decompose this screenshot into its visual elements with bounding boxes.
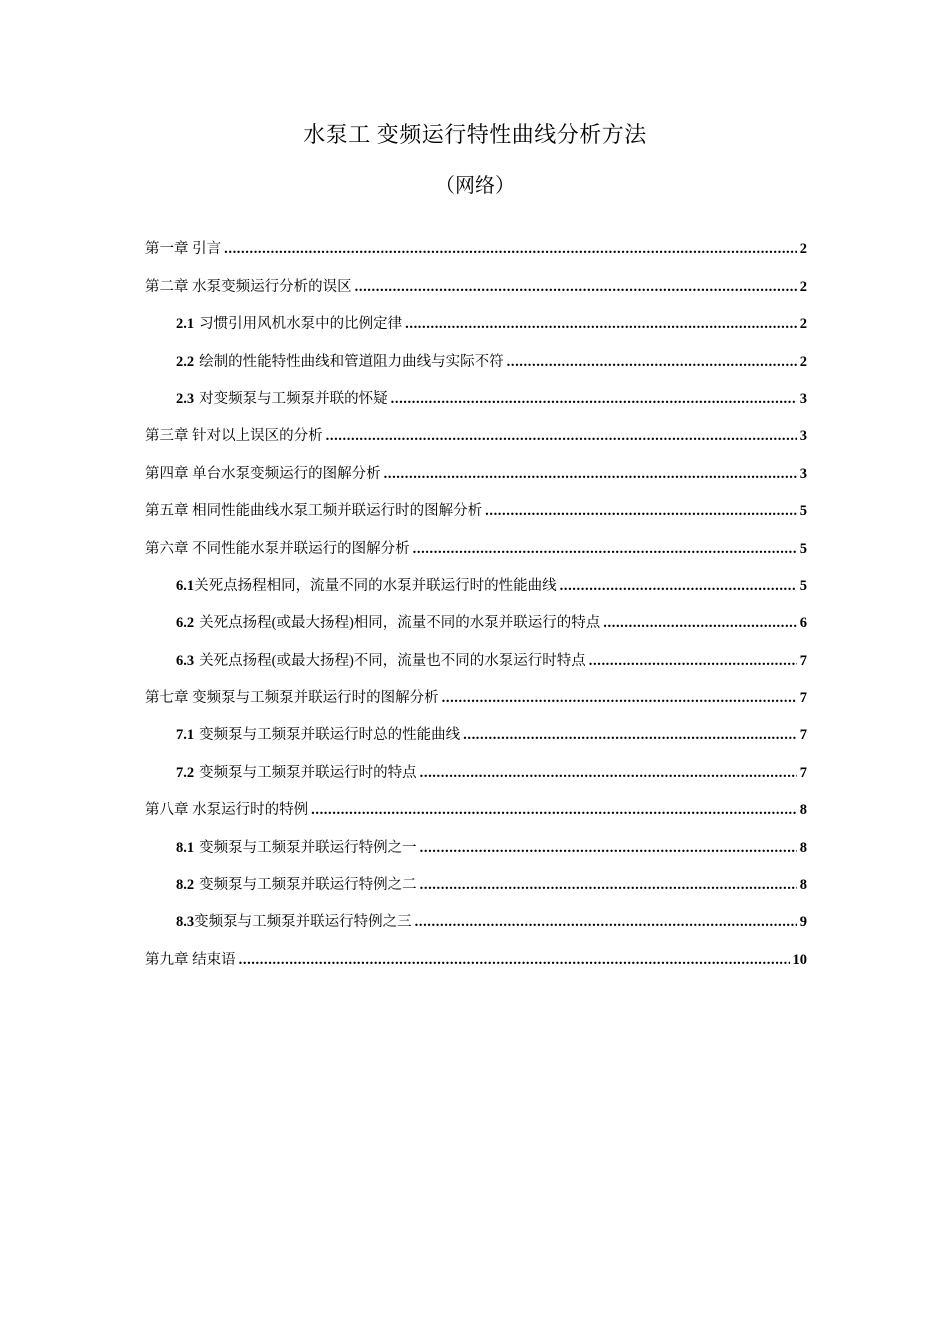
toc-entry-page-number: 8 xyxy=(799,802,807,819)
toc-entry-number: 7.1 xyxy=(176,727,195,744)
toc-entry-number: 8.3 xyxy=(176,914,195,931)
document-subtitle: （网络） xyxy=(435,175,515,197)
toc-entry-label: 关死点扬程(或最大扬程)不同，流量也不同的水泵运行时特点 xyxy=(199,652,586,669)
toc-entry-label: 对变频泵与工频泵并联的怀疑 xyxy=(199,390,388,407)
toc-entry[interactable] xyxy=(145,222,807,259)
toc-entry-page-number: 7 xyxy=(799,652,807,669)
toc-dot-leader xyxy=(415,912,797,932)
toc-entry-page-number: 5 xyxy=(799,577,807,594)
document-title: 水泵工 变频运行特性曲线分析方法 xyxy=(303,122,647,147)
toc-dot-leader xyxy=(560,576,797,596)
toc-entry-label: 第九章 结束语 xyxy=(145,951,236,968)
toc-dot-leader xyxy=(311,800,797,820)
toc-entry[interactable] xyxy=(145,446,807,483)
toc-dot-leader xyxy=(589,651,797,671)
toc-entry[interactable] xyxy=(145,259,807,296)
toc-entry-label: 第三章 针对以上误区的分析 xyxy=(145,428,323,445)
toc-entry[interactable] xyxy=(145,932,807,969)
toc-entry-number: 2.2 xyxy=(176,353,195,370)
toc-entry-page-number: 5 xyxy=(799,503,807,520)
toc-dot-leader xyxy=(485,501,797,521)
toc-entry-label: 第四章 单台水泵变频运行的图解分析 xyxy=(145,465,381,482)
toc-entry-label: 变频泵与工频泵并联运行特例之二 xyxy=(199,877,417,894)
toc-entry-page-number: 8 xyxy=(799,877,807,894)
toc-entry-number: 6.1 xyxy=(176,577,195,594)
toc-entry-number: 8.2 xyxy=(176,877,195,894)
toc-dot-leader xyxy=(420,763,797,783)
toc-dot-leader xyxy=(391,389,797,409)
toc-entry-label: 习惯引用风机水泵中的比例定律 xyxy=(199,316,403,333)
toc-entry-page-number: 7 xyxy=(799,764,807,781)
toc-dot-leader xyxy=(442,688,797,708)
toc-entry[interactable] xyxy=(145,708,807,745)
toc-entry-label: 第六章 不同性能水泵并联运行的图解分析 xyxy=(145,540,410,557)
toc-entry-page-number: 7 xyxy=(799,690,807,707)
toc-entry[interactable] xyxy=(145,783,807,820)
toc-entry-label: 第八章 水泵运行时的特例 xyxy=(145,802,309,819)
toc-entry-label: 关死点扬程相同，流量不同的水泵并联运行时的性能曲线 xyxy=(194,577,557,594)
toc-entry-page-number: 10 xyxy=(792,951,807,968)
toc-dot-leader xyxy=(405,314,797,334)
toc-entry-label: 第一章 引言 xyxy=(145,241,222,258)
toc-entry[interactable] xyxy=(145,745,807,782)
toc-entry-page-number: 8 xyxy=(799,839,807,856)
toc-entry[interactable] xyxy=(145,895,807,932)
toc-entry-number: 8.1 xyxy=(176,839,195,856)
toc-entry-page-number: 2 xyxy=(799,241,807,258)
toc-entry-label: 变频泵与工频泵并联运行时总的性能曲线 xyxy=(199,727,461,744)
toc-dot-leader xyxy=(420,838,797,858)
toc-entry[interactable] xyxy=(145,559,807,596)
table-of-contents xyxy=(145,222,807,970)
toc-entry-page-number: 3 xyxy=(799,465,807,482)
toc-entry[interactable] xyxy=(145,596,807,633)
toc-entry[interactable] xyxy=(145,334,807,371)
toc-entry-page-number: 2 xyxy=(799,316,807,333)
toc-entry[interactable] xyxy=(145,633,807,670)
toc-entry[interactable] xyxy=(145,484,807,521)
toc-entry-label: 绘制的性能特性曲线和管道阻力曲线与实际不符 xyxy=(199,353,504,370)
toc-entry[interactable] xyxy=(145,858,807,895)
toc-entry-page-number: 9 xyxy=(799,914,807,931)
toc-dot-leader xyxy=(413,539,797,559)
toc-dot-leader xyxy=(384,464,797,484)
toc-entry-number: 2.1 xyxy=(176,316,195,333)
toc-entry-label: 变频泵与工频泵并联运行特例之一 xyxy=(199,839,417,856)
toc-entry[interactable] xyxy=(145,521,807,558)
toc-dot-leader xyxy=(463,725,797,745)
toc-entry-page-number: 7 xyxy=(799,727,807,744)
toc-entry-label: 关死点扬程(或最大扬程)相同，流量不同的水泵并联运行的特点 xyxy=(199,615,601,632)
toc-entry-page-number: 6 xyxy=(799,615,807,632)
toc-entry-number: 6.2 xyxy=(176,615,195,632)
toc-entry-label: 第二章 水泵变频运行分析的误区 xyxy=(145,278,352,295)
toc-entry[interactable] xyxy=(145,820,807,857)
toc-dot-leader xyxy=(420,875,797,895)
toc-entry-page-number: 3 xyxy=(799,390,807,407)
toc-dot-leader xyxy=(326,426,797,446)
toc-entry[interactable] xyxy=(145,372,807,409)
toc-dot-leader xyxy=(239,950,790,970)
toc-entry-page-number: 5 xyxy=(799,540,807,557)
toc-dot-leader xyxy=(224,239,797,259)
toc-entry-page-number: 2 xyxy=(799,278,807,295)
toc-entry[interactable] xyxy=(145,409,807,446)
toc-entry-page-number: 2 xyxy=(799,353,807,370)
toc-entry-number: 7.2 xyxy=(176,764,195,781)
toc-dot-leader xyxy=(355,277,797,297)
toc-entry-label: 变频泵与工频泵并联运行时的特点 xyxy=(199,764,417,781)
toc-dot-leader xyxy=(603,613,796,633)
toc-dot-leader xyxy=(507,352,797,372)
toc-entry-label: 变频泵与工频泵并联运行特例之三 xyxy=(194,914,412,931)
toc-entry-page-number: 3 xyxy=(799,428,807,445)
toc-entry[interactable] xyxy=(145,671,807,708)
toc-entry[interactable] xyxy=(145,297,807,334)
toc-entry-number: 2.3 xyxy=(176,390,195,407)
toc-entry-label: 第七章 变频泵与工频泵并联运行时的图解分析 xyxy=(145,690,439,707)
toc-entry-label: 第五章 相同性能曲线水泵工频并联运行时的图解分析 xyxy=(145,503,483,520)
toc-entry-number: 6.3 xyxy=(176,652,195,669)
